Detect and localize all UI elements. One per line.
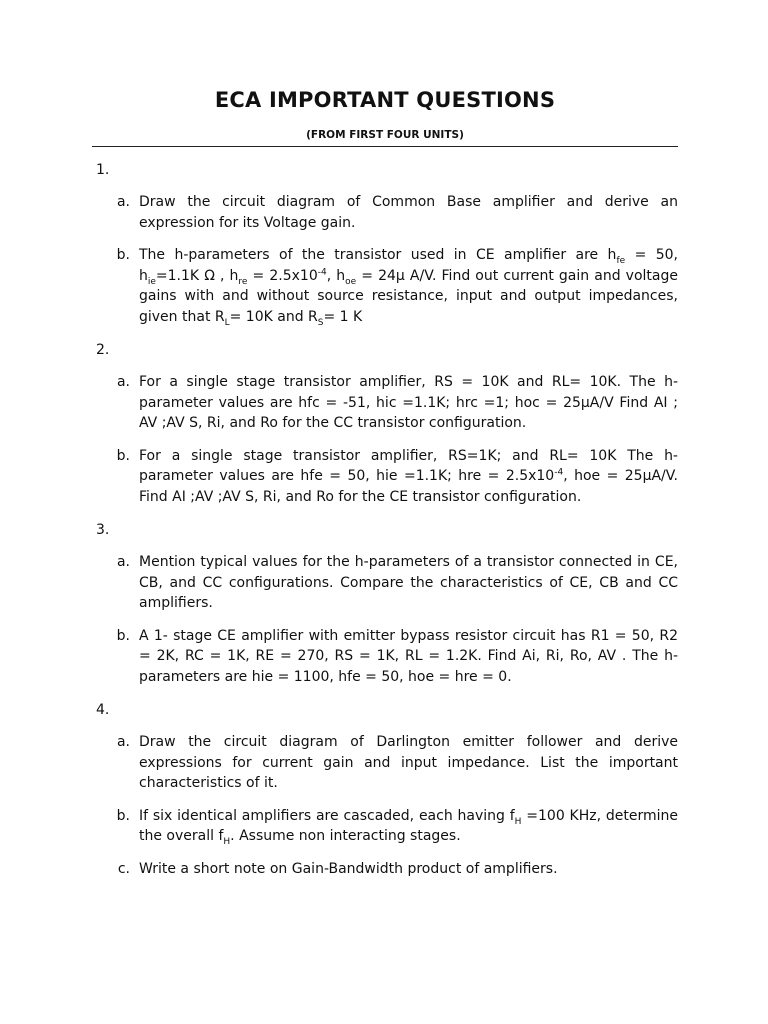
part-text bbox=[139, 859, 678, 880]
part-text bbox=[139, 552, 678, 614]
text-segment: = 10K and R bbox=[229, 308, 318, 325]
part-label: b. bbox=[116, 447, 130, 464]
part-label: b. bbox=[116, 627, 130, 644]
document-subtitle: (FROM FIRST FOUR UNITS) bbox=[306, 129, 464, 141]
part-label: b. bbox=[116, 247, 130, 263]
question-number: 2. bbox=[96, 342, 110, 358]
text-segment: =1.1K Ω , h bbox=[155, 267, 239, 284]
document-page bbox=[92, 88, 678, 879]
subscript: S bbox=[317, 317, 324, 328]
question-part bbox=[92, 446, 678, 508]
text-segment: Draw the circuit diagram of Darlington emitter follower and derive expressions for current gain and input impedance. List the important characteristics of it. bbox=[139, 734, 678, 791]
document-title: ECA IMPORTANT QUESTIONS bbox=[214, 88, 556, 112]
question-part bbox=[92, 552, 678, 614]
question-part bbox=[92, 806, 678, 847]
part-text bbox=[139, 245, 678, 327]
text-segment: Draw the circuit diagram of Common Base amplifier and derive an expression for its Voltage gain. bbox=[139, 194, 678, 231]
part-label: a. bbox=[116, 554, 130, 570]
question-list bbox=[92, 161, 678, 879]
part-label: b. bbox=[116, 807, 130, 824]
subscript: H bbox=[223, 836, 231, 847]
text-segment: = 2.5x10 bbox=[247, 267, 318, 284]
question-part bbox=[92, 372, 678, 434]
question-part bbox=[92, 192, 678, 233]
text-segment: , hoe = 25µA/V. Find AI ;AV ;AV S, Ri, and Ro for the CE transistor configuration. bbox=[139, 468, 678, 505]
subscript: L bbox=[224, 317, 230, 328]
text-segment: For a single stage transistor amplifier, RS=1K; and RL= 10K The h-parameter values are hfe = 50, hie =1.1K; hre = 2.5x10 bbox=[139, 447, 678, 484]
text-segment: . Assume non interacting stages. bbox=[230, 828, 461, 844]
question-number: 1. bbox=[96, 162, 110, 178]
text-segment: If six identical amplifiers are cascaded, each having f bbox=[139, 807, 515, 824]
superscript: -4 bbox=[554, 467, 564, 478]
part-label: a. bbox=[116, 194, 130, 210]
text-segment: , h bbox=[326, 267, 346, 284]
question-part bbox=[92, 859, 678, 880]
question-number: 3. bbox=[96, 522, 110, 538]
title-divider bbox=[92, 146, 678, 147]
part-label: c. bbox=[117, 860, 130, 877]
text-segment: A 1- stage CE amplifier with emitter bypass resistor circuit has R1 = 50, R2 = 2K, RC = 1K, RE = 270, RS = 1K, RL = 1.2K. Find Ai, Ri, Ro, AV . The h-parameters are hie = 1100, hfe = 50, hoe = hre = 0. bbox=[139, 627, 678, 685]
part-text bbox=[139, 372, 678, 434]
text-segment: =100 KHz, determine the overall f bbox=[139, 807, 679, 844]
part-text bbox=[139, 806, 678, 847]
part-label: a. bbox=[116, 374, 130, 390]
text-segment: Mention typical values for the h-parameters of a transistor connected in CE, CB, and CC configurations. Compare the characteristics of CE, CB and CC amplifiers. bbox=[139, 554, 678, 611]
text-segment: Write a short note on Gain-Bandwidth product of amplifiers. bbox=[139, 860, 558, 877]
text-segment: The h-parameters of the transistor used in CE amplifier are h bbox=[139, 247, 617, 263]
part-label: a. bbox=[116, 734, 130, 750]
question-part bbox=[92, 245, 678, 327]
question-part bbox=[92, 626, 678, 688]
question-number: 4. bbox=[96, 702, 110, 718]
subscript: fe bbox=[616, 255, 626, 266]
text-segment: For a single stage transistor amplifier, RS = 10K and RL= 10K. The h-parameter values are hfc = -51, hic =1.1K; hrc =1; hoc = 25µA/V Find AI ; AV ;AV S, Ri, and Ro for the CC transistor configuration. bbox=[139, 374, 678, 431]
superscript: -4 bbox=[317, 266, 327, 277]
subscript: H bbox=[514, 816, 522, 827]
subscript: ie bbox=[147, 276, 156, 287]
part-text bbox=[139, 446, 678, 508]
part-text bbox=[139, 626, 678, 688]
question-part bbox=[92, 732, 678, 794]
part-text bbox=[139, 732, 678, 794]
text-segment: = 1 K bbox=[323, 308, 363, 325]
text-segment: = 24µ A/V. Find out current gain and voltage gains with and without source resistance, input and output impedances, given that R bbox=[139, 267, 678, 325]
text-segment: = 50, h bbox=[139, 247, 678, 284]
subscript: oe bbox=[345, 276, 357, 287]
part-text bbox=[139, 192, 678, 233]
subscript: re bbox=[238, 276, 248, 287]
